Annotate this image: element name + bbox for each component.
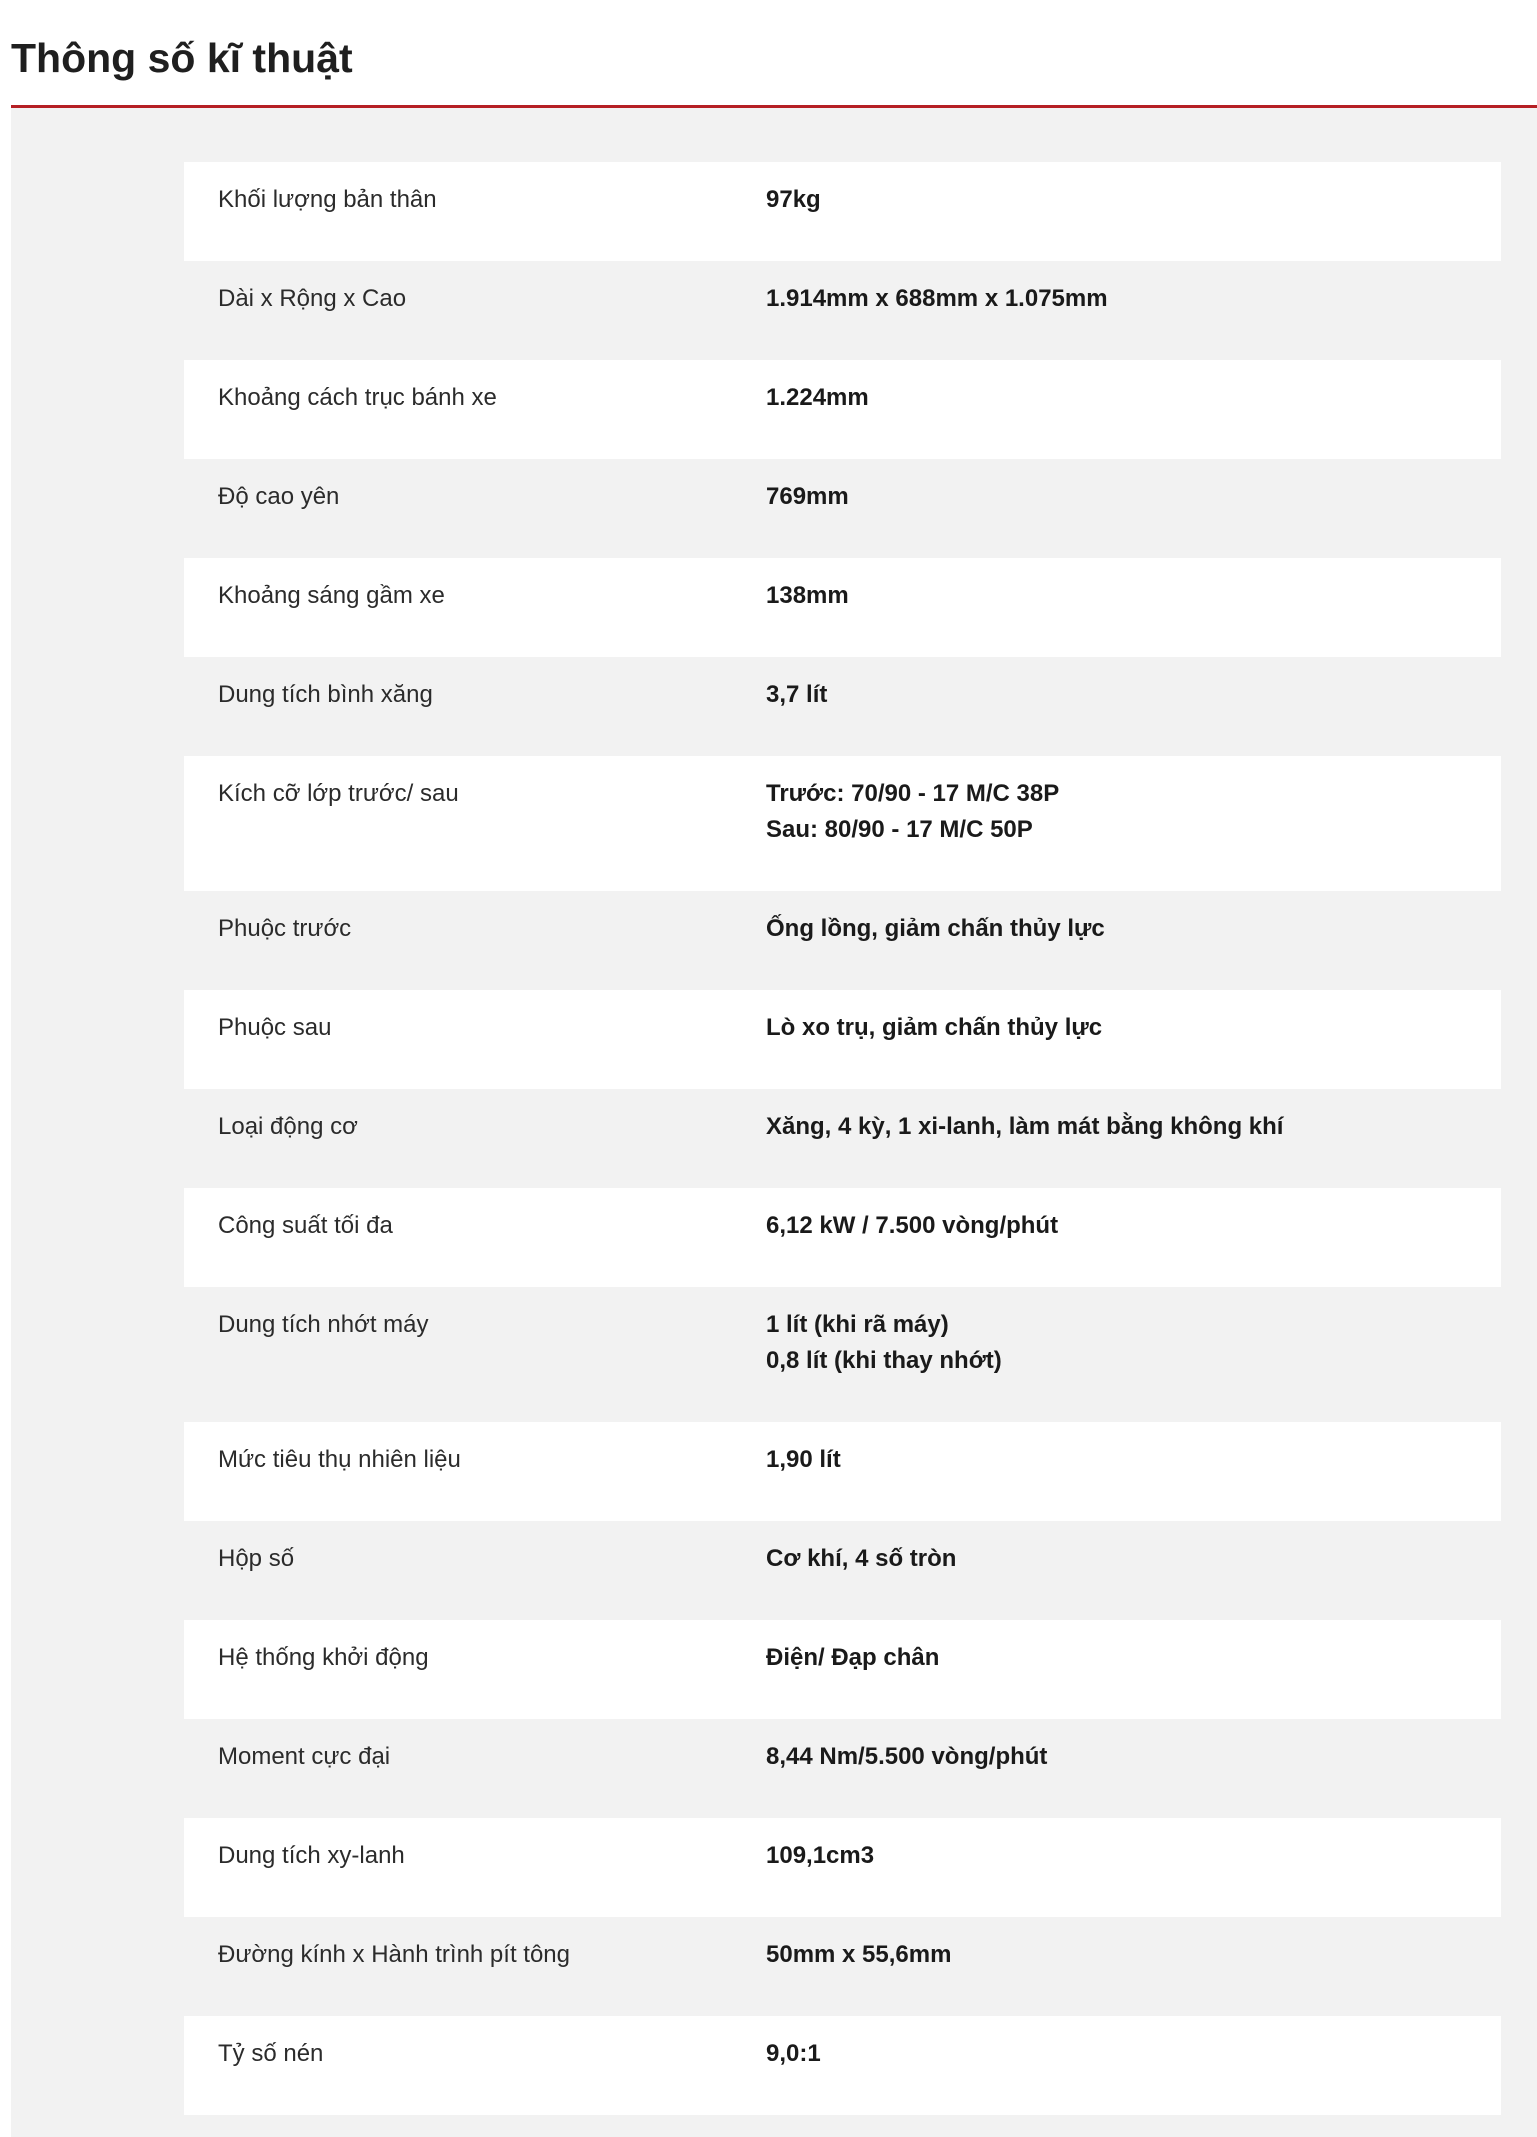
spec-value	[766, 891, 1501, 990]
spec-value-line: 1.914mm x 688mm x 1.075mm	[766, 285, 1108, 312]
spec-label: Phuộc sau	[218, 1014, 332, 1041]
spec-value-line: 97kg	[766, 186, 821, 213]
spec-value	[766, 459, 1501, 558]
spec-label: Dung tích xy-lanh	[218, 1842, 405, 1869]
spec-label: Khoảng cách trục bánh xe	[218, 384, 497, 411]
spec-value	[766, 657, 1501, 756]
spec-row	[184, 360, 1501, 459]
spec-value	[766, 1917, 1501, 2016]
spec-value-line: 1 lít (khi rã máy)	[766, 1311, 949, 1338]
spec-label: Phuộc trước	[218, 915, 352, 942]
spec-value-line: Cơ khí, 4 số tròn	[766, 1545, 957, 1572]
spec-row	[184, 891, 1501, 990]
spec-row	[184, 2016, 1501, 2115]
spec-row	[184, 558, 1501, 657]
spec-row	[184, 1521, 1501, 1620]
spec-value	[766, 162, 1501, 261]
spec-value	[766, 1188, 1501, 1287]
spec-label: Tỷ số nén	[218, 2040, 324, 2067]
spec-value	[766, 990, 1501, 1089]
spec-row	[184, 1089, 1501, 1188]
spec-value-line: 8,44 Nm/5.500 vòng/phút	[766, 1743, 1048, 1770]
spec-value-line: 769mm	[766, 483, 849, 510]
spec-label: Dung tích nhớt máy	[218, 1311, 429, 1338]
spec-row	[184, 657, 1501, 756]
spec-value	[766, 1422, 1501, 1521]
spec-value	[766, 756, 1501, 891]
spec-value	[766, 1521, 1501, 1620]
spec-row	[184, 1917, 1501, 2016]
spec-value	[766, 261, 1501, 360]
spec-label: Moment cực đại	[218, 1743, 391, 1770]
spec-value-line: 138mm	[766, 582, 849, 609]
spec-value-line: Ống lồng, giảm chấn thủy lực	[766, 915, 1105, 942]
spec-label: Độ cao yên	[218, 483, 340, 510]
spec-row	[184, 1422, 1501, 1521]
spec-value-line: 50mm x 55,6mm	[766, 1941, 952, 1968]
spec-row	[184, 990, 1501, 1089]
spec-row	[184, 162, 1501, 261]
spec-table-body	[184, 162, 1501, 2115]
spec-table	[184, 162, 1501, 2115]
spec-value	[766, 1818, 1501, 1917]
spec-row	[184, 459, 1501, 558]
spec-label: Dài x Rộng x Cao	[218, 285, 407, 312]
spec-value	[766, 1620, 1501, 1719]
spec-value-line: Điện/ Đạp chân	[766, 1644, 940, 1671]
spec-row	[184, 756, 1501, 891]
spec-value-line: 0,8 lít (khi thay nhớt)	[766, 1347, 1002, 1374]
spec-value-line: Lò xo trụ, giảm chấn thủy lực	[766, 1014, 1103, 1041]
spec-value-line: 9,0:1	[766, 2040, 821, 2067]
spec-label: Khối lượng bản thân	[218, 186, 437, 213]
spec-value	[766, 1089, 1501, 1188]
spec-label: Dung tích bình xăng	[218, 681, 433, 708]
spec-label: Hệ thống khởi động	[218, 1644, 429, 1671]
spec-value-line: 1.224mm	[766, 384, 869, 411]
spec-value	[766, 2016, 1501, 2115]
spec-row	[184, 1188, 1501, 1287]
spec-value	[766, 1287, 1501, 1422]
spec-row	[184, 1719, 1501, 1818]
spec-value-line: 109,1cm3	[766, 1842, 875, 1869]
spec-value	[766, 558, 1501, 657]
spec-label: Đường kính x Hành trình pít tông	[218, 1941, 570, 1968]
spec-row	[184, 1818, 1501, 1917]
spec-row	[184, 1620, 1501, 1719]
spec-row	[184, 261, 1501, 360]
spec-label: Kích cỡ lớp trước/ sau	[218, 780, 459, 807]
spec-value-line: 3,7 lít	[766, 681, 828, 708]
spec-value-line: 6,12 kW / 7.500 vòng/phút	[766, 1212, 1059, 1239]
spec-value-line: 1,90 lít	[766, 1446, 841, 1473]
page-title: Thông số kĩ thuật	[11, 35, 353, 81]
spec-row	[184, 1287, 1501, 1422]
spec-label: Khoảng sáng gầm xe	[218, 582, 445, 609]
spec-label: Loại động cơ	[218, 1113, 358, 1140]
spec-label: Công suất tối đa	[218, 1212, 393, 1239]
spec-value	[766, 1719, 1501, 1818]
spec-label: Hộp số	[218, 1545, 295, 1572]
spec-value	[766, 360, 1501, 459]
spec-value-line: Sau: 80/90 - 17 M/C 50P	[766, 816, 1033, 843]
spec-value-line: Xăng, 4 kỳ, 1 xi-lanh, làm mát bằng không khí	[766, 1113, 1284, 1140]
spec-label: Mức tiêu thụ nhiên liệu	[218, 1446, 461, 1473]
spec-value-line: Trước: 70/90 - 17 M/C 38P	[766, 780, 1060, 807]
